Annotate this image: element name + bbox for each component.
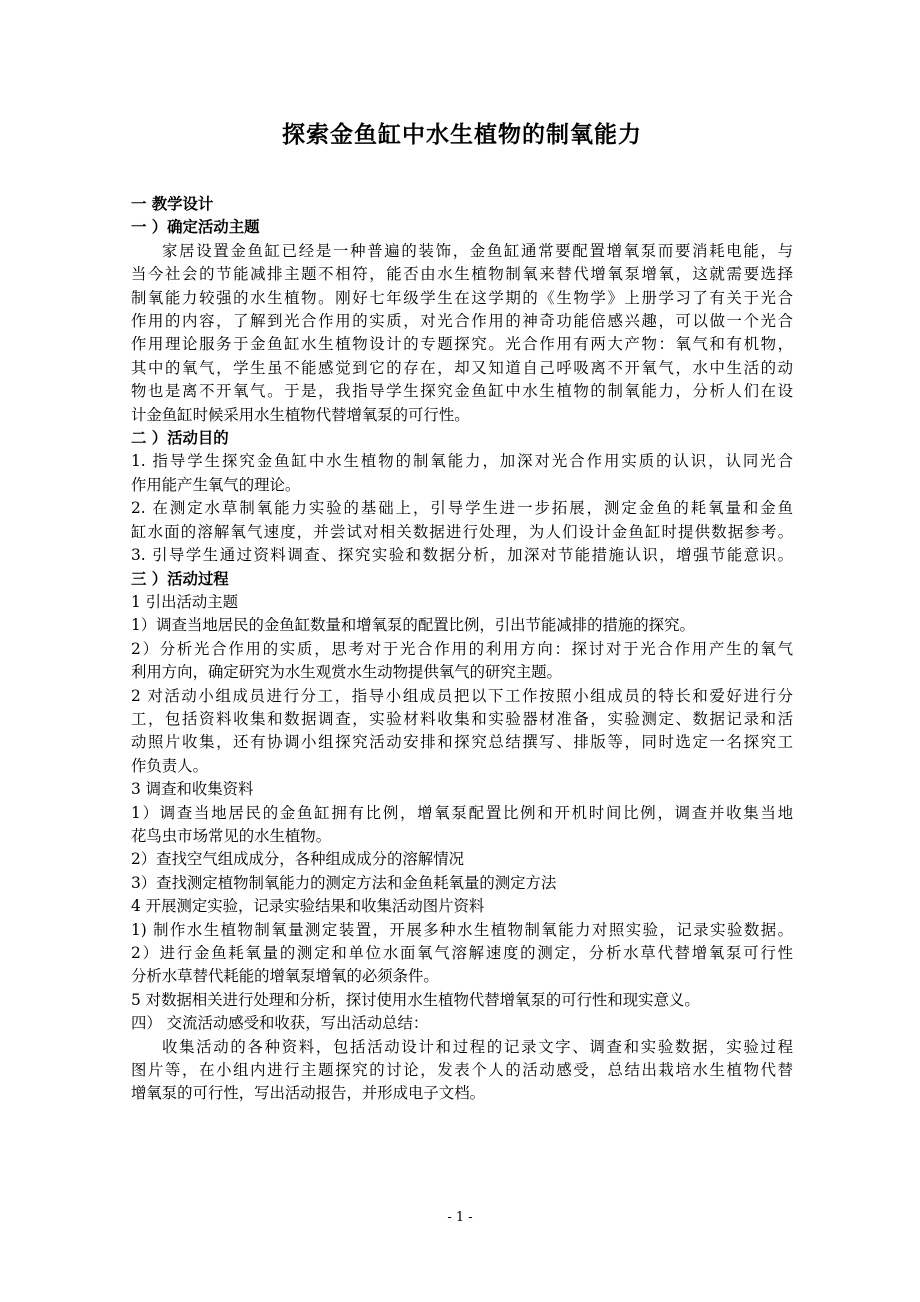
text-line: 3. 引导学生通过资料调查、探究实验和数据分析，加深对节能措施认识，增强节能意识。 (131, 546, 793, 565)
text-line: 分析水草替代耗能的增氧泵增氧的必须条件。 (131, 967, 439, 986)
text-line: 2）分析光合作用的实质，思考对于光合作用的利用方向：探讨对于光合作用产生的氧气 (131, 639, 793, 658)
text-line: 5 对数据相关进行处理和分析，探讨使用水生植物代替增氧泵的可行性和现实意义。 (131, 990, 700, 1009)
text-line: 增氧泵的可行性，写出活动报告，并形成电子文档。 (131, 1084, 485, 1103)
text-line: 2）进行金鱼耗氧量的测定和单位水面氧气溶解速度的测定，分析水草代替增氧泵可行性 (131, 944, 793, 962)
paragraph-purpose-2 (131, 497, 793, 544)
document-body (131, 193, 793, 1106)
text-line: 1. 指导学生探究金鱼缸中水生植物的制氧能力，加深对光合作用实质的认识，认同光合 (131, 452, 793, 471)
text-line: 制氧能力较强的水生植物。刚好七年级学生在这学期的《生物学》上册学习了有关于光合 (131, 288, 793, 307)
text-line: 家居设置金鱼缸已经是一种普遍的装饰，金鱼缸通常要配置增氧泵而要消耗电能，与 (162, 241, 793, 260)
paragraph-theme (131, 240, 793, 427)
text-line: 其中的氧气，学生虽不能感觉到它的存在，却又知道自己呼吸离不开氧气，水中生活的动 (131, 358, 793, 377)
text-line: 1）调查当地居民的金鱼缸数量和增氧泵的配置比例，引出节能减排的措施的探究。 (131, 616, 695, 635)
text-line: 1 引出活动主题 (131, 592, 239, 611)
text-line: 3）查找测定植物制氧能力的测定方法和金鱼耗氧量的测定方法 (131, 873, 557, 892)
text-line: 作用能产生氧气的理论。 (131, 475, 301, 494)
section-heading-teaching-design: 一 教学设计 (131, 195, 214, 213)
text-line: 四） 交流活动感受和收获，写出活动总结： (131, 1014, 429, 1033)
text-line: 作用理论服务于金鱼缸水生植物设计的专题探究。光合作用有两大产物：氧气和有机物， (131, 335, 793, 354)
text-line: 工，包括资料收集和数据调查，实验材料收集和实验器材准备，实验测定、数据记录和活 (131, 709, 793, 728)
text-line: 4 开展测定实验，记录实验结果和收集活动图片资料 (131, 897, 485, 916)
text-line: 物也是离不开氧气。于是，我指导学生探究金鱼缸中水生植物的制氧能力，分析人们在设 (131, 382, 793, 401)
text-line: 1) 制作水生植物制氧量测定装置，开展多种水生植物制氧能力对照实验，记录实验数据。 (131, 920, 793, 939)
text-line: 3 调查和收集资料 (131, 780, 254, 799)
text-line: 动照片收集，还有协调小组探究活动安排和探究总结撰写、排版等，同时选定一名探究工 (131, 733, 793, 752)
paragraph-process-division (131, 685, 793, 779)
paragraph-experiment (131, 942, 793, 989)
paragraph-survey (131, 802, 793, 849)
text-line: 花鸟虫市场常见的水生植物。 (131, 826, 332, 845)
paragraph-purpose-3 (131, 544, 793, 567)
text-line: 2 对活动小组成员进行分工，指导小组成员把以下工作按照小组成员的特长和爱好进行分 (131, 686, 793, 705)
paragraph-purpose-1 (131, 450, 793, 497)
text-line: 当今社会的节能减排主题不相符，能否由水生植物制氧来替代增氧泵增氧，这就需要选择 (131, 265, 793, 284)
text-line: 利用方向，确定研究为水生观赏水生动物提供氧气的研究主题。 (131, 663, 562, 682)
paragraph-process-analysis (131, 638, 793, 685)
text-line: 作用的内容，了解到光合作用的实质，对光合作用的神奇功能倍感兴趣，可以做一个光合 (131, 312, 793, 331)
section-heading-activity-process: 三 ）活动过程 (131, 569, 229, 588)
text-line: 1）调查当地居民的金鱼缸拥有比例，增氧泵配置比例和开机时间比例，调查并收集当地 (131, 803, 793, 822)
document-title: 探索金鱼缸中水生植物的制氧能力 (282, 121, 642, 148)
section-heading-activity-purpose: 二 ）活动目的 (131, 429, 229, 448)
text-line: 作负责人。 (131, 756, 208, 775)
paragraph-summary (131, 1036, 793, 1106)
text-line: 计金鱼缸时候采用水生植物代替增氧泵的可行性。 (131, 405, 470, 424)
text-line: 2. 在测定水草制氧能力实验的基础上，引导学生进一步拓展，测定金鱼的耗氧量和金鱼 (131, 499, 793, 518)
page-number: - 1 - (447, 1210, 473, 1225)
section-heading-activity-theme: 一 ）确定活动主题 (131, 218, 260, 237)
text-line: 收集活动的各种资料，包括活动设计和过程的记录文字、调查和实验数据，实验过程 (162, 1037, 793, 1056)
text-line: 图片等，在小组内进行主题探究的讨论，发表个人的活动感受，总结出栽培水生植物代替 (131, 1061, 793, 1080)
text-line: 2）查找空气组成成分，各种组成成分的溶解情况 (131, 850, 464, 869)
text-line: 缸水面的溶解氧气速度，并尝试对相关数据进行处理，为人们设计金鱼缸时提供数据参考。 (131, 522, 793, 541)
